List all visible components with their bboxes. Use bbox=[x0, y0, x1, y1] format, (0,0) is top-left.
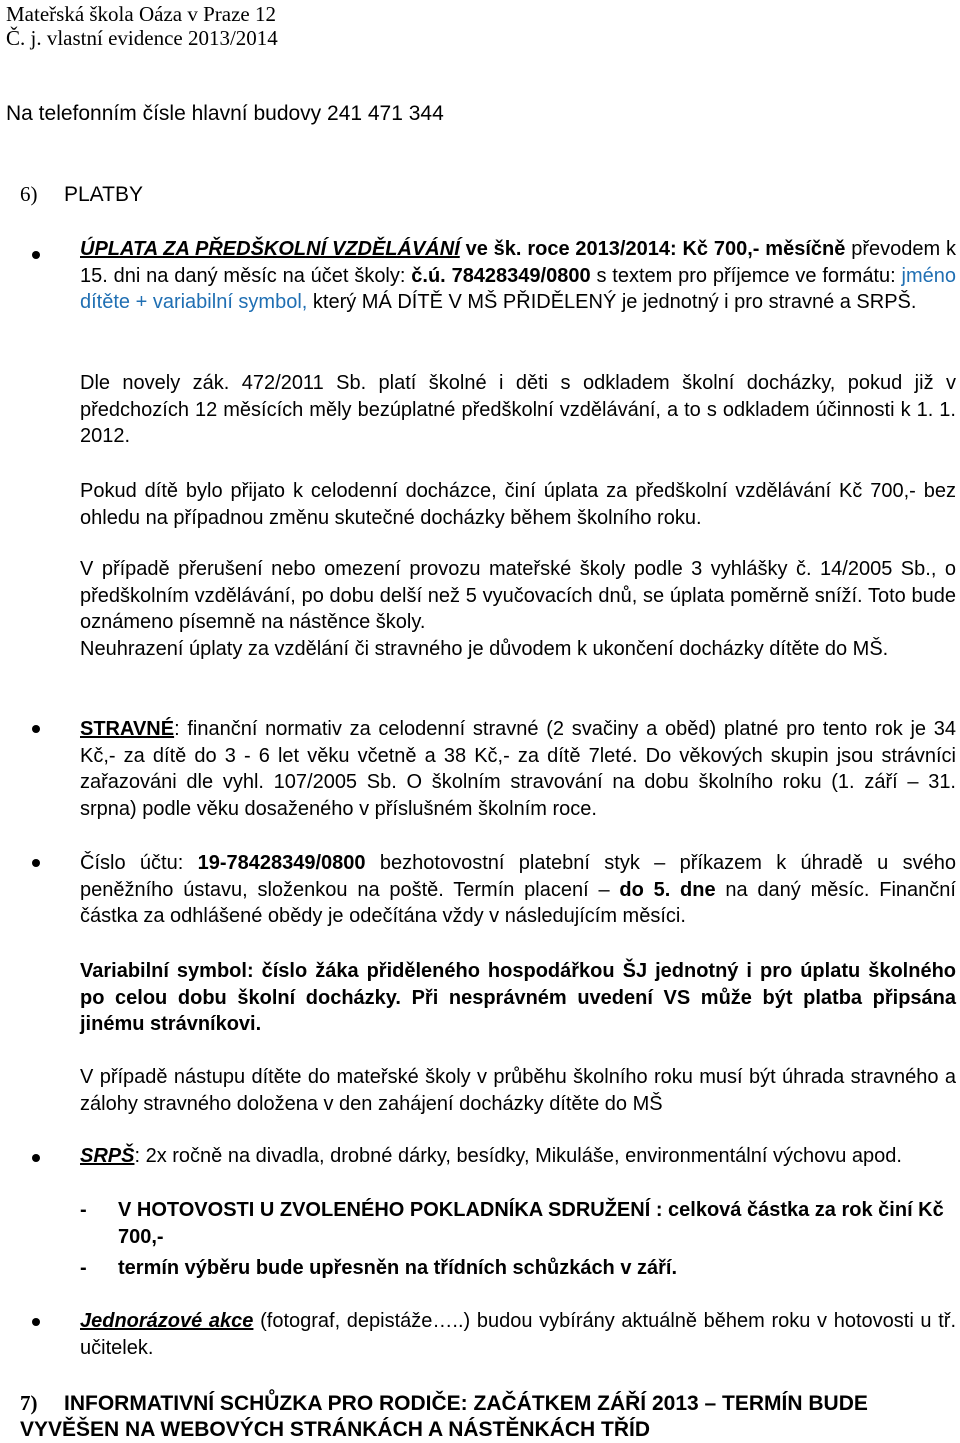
stravne-paragraph bbox=[80, 716, 956, 822]
srps-label: SRPŠ bbox=[80, 1145, 135, 1167]
cislo-uctu-lead: Číslo účtu: bbox=[80, 852, 198, 874]
section-title: INFORMATIVNÍ SCHŮZKA PRO RODIČE: ZAČÁTKEM ZÁŘÍ 2013 – TERMÍN BUDE VYVĚŠEN NA WEBOVÝCH STRÁNKÁCH A NÁSTĚNKÁCH TŘÍD bbox=[20, 1392, 868, 1441]
srps-text: : 2x ročně na divadla, drobné dárky, besídky, Mikuláše, environmentální výchovu apod. bbox=[134, 1145, 902, 1167]
bullet-icon bbox=[32, 251, 40, 259]
akce-label: Jednorázové akce bbox=[80, 1310, 254, 1332]
cislo-uctu-account: 19-78428349/0800 bbox=[197, 852, 366, 874]
srps-item-1-text: V HOTOVOSTI U ZVOLENÉHO POKLADNÍKA SDRUŽENÍ : celková částka za rok činí Kč 700,- bbox=[118, 1199, 944, 1248]
nastup-note: V případě nástupu dítěte do mateřské školy v průběhu školního roku musí být úhrada stravného a zálohy stravného doložena v den zahájení docházky dítěte do MŠ bbox=[80, 1066, 956, 1115]
uplata-novela: Dle novely zák. 472/2011 Sb. platí školné i děti s odkladem školní docházky, pokud již v předchozích 12 měsících měly bezúplatné předškolní vzdělávání, a to s odkladem účinnosti k 1. 1. 2012. bbox=[80, 372, 956, 447]
phone-line: Na telefonním čísle hlavní budovy 241 471 344 bbox=[6, 102, 444, 125]
uplata-neuhrazeni: Neuhrazení úplaty za vzdělání či stravného je důvodem k ukončení docházky dítěte do MŠ. bbox=[80, 637, 889, 660]
srps-item-2 bbox=[80, 1255, 956, 1282]
bullet-icon bbox=[32, 725, 40, 733]
section-title: PLATBY bbox=[64, 183, 143, 206]
section-6-heading bbox=[20, 182, 143, 207]
dash-marker: - bbox=[80, 1257, 87, 1279]
cislo-uctu-text-1: bezhotovostní platební styk – příkazem k úhradě u svého peněžního ústavu, složenkou na poště. Termín placení – bbox=[80, 852, 956, 901]
uplata-text-3: který MÁ DÍTĚ V MŠ PŘIDĚLENÝ je jednotný i pro stravné a SRPŠ. bbox=[307, 291, 917, 313]
section-number: 6) bbox=[20, 182, 38, 206]
uplata-label: ÚPLATA ZA PŘEDŠKOLNÍ VZDĚLÁVÁNÍ bbox=[80, 238, 460, 260]
uplata-paragraph bbox=[80, 236, 956, 316]
uplata-text-1: převodem k 15. dni na daný měsíc na účet školy: bbox=[80, 238, 956, 287]
variabilni-symbol-note: Variabilní symbol: číslo žáka přiděleného hospodářkou ŠJ jednotný i pro úplatu školného po celou dobu školní docházky. Při nesprávném uvedení VS může být platba připsána jinému strávníkovi. bbox=[80, 960, 956, 1035]
section-7-heading bbox=[20, 1390, 950, 1443]
bullet-icon bbox=[32, 859, 40, 867]
srps-item-2-text: termín výběru bude upřesněn na třídních schůzkách v září. bbox=[118, 1257, 678, 1279]
cislo-uctu-text-2: na daný měsíc. Finanční částka za odhlášené obědy je odečítána vždy v následujícím měsíci. bbox=[80, 878, 956, 927]
stravne-label: STRAVNÉ bbox=[80, 718, 175, 740]
uplata-amount: ve šk. roce 2013/2014: Kč 700,- měsíčně bbox=[459, 238, 846, 260]
uplata-format: jméno dítěte + variabilní symbol, bbox=[80, 264, 957, 313]
dash-marker: - bbox=[80, 1199, 87, 1221]
cislo-uctu-due-day: do 5. bbox=[619, 878, 671, 901]
stravne-text: : finanční normativ za celodenní stravné (2 svačiny a oběd) platné pro tento rok je 34 Kč,- za dítě do 3 - 6 let věku včetně a 38 Kč,- za dítě 7leté. Do věkových skupin jsou strávníci zařazováni dle vyhl. 107/2005 Sb. O školním stravování na dobu školního roku (1. září – 31. srpna) podle věku dosaženého v příslušném školním roce. bbox=[80, 718, 956, 820]
akce-paragraph bbox=[80, 1308, 956, 1361]
document-header bbox=[6, 2, 278, 50]
uplata-celodenni: Pokud dítě bylo přijato k celodenní docházce, činí úplata za předškolní vzdělávání Kč 700,- bez ohledu na případnou změnu skutečné docházky během školního roku. bbox=[80, 480, 956, 529]
uplata-account: č.ú. 78428349/0800 bbox=[411, 264, 591, 287]
section-number: 7) bbox=[20, 1391, 38, 1415]
bullet-icon bbox=[32, 1318, 40, 1326]
school-name: Mateřská škola Oáza v Praze 12 bbox=[6, 2, 276, 26]
srps-paragraph bbox=[80, 1143, 956, 1170]
uplata-text-2: s textem pro příjemce ve formátu: bbox=[590, 264, 902, 287]
akce-text: (fotograf, depistáže…..) budou vybírány aktuálně během roku v hotovosti u tř. učitelek. bbox=[80, 1310, 956, 1359]
srps-item-1 bbox=[80, 1197, 956, 1250]
bullet-icon bbox=[32, 1154, 40, 1162]
uplata-preruseni bbox=[80, 556, 956, 662]
cislo-uctu-paragraph bbox=[80, 850, 956, 930]
uplata-preruseni-text: V případě přerušení nebo omezení provozu mateřské školy podle 3 vyhlášky č. 14/2005 Sb., o předškolním vzdělávání, po dobu delší než 5 vyučovacích dnů, se úplata poměrně sníží. Toto bude oznámeno písemně na nástěnce školy. bbox=[80, 558, 956, 633]
cislo-uctu-due-word: dne bbox=[670, 878, 716, 901]
reference-number: Č. j. vlastní evidence 2013/2014 bbox=[6, 26, 278, 50]
